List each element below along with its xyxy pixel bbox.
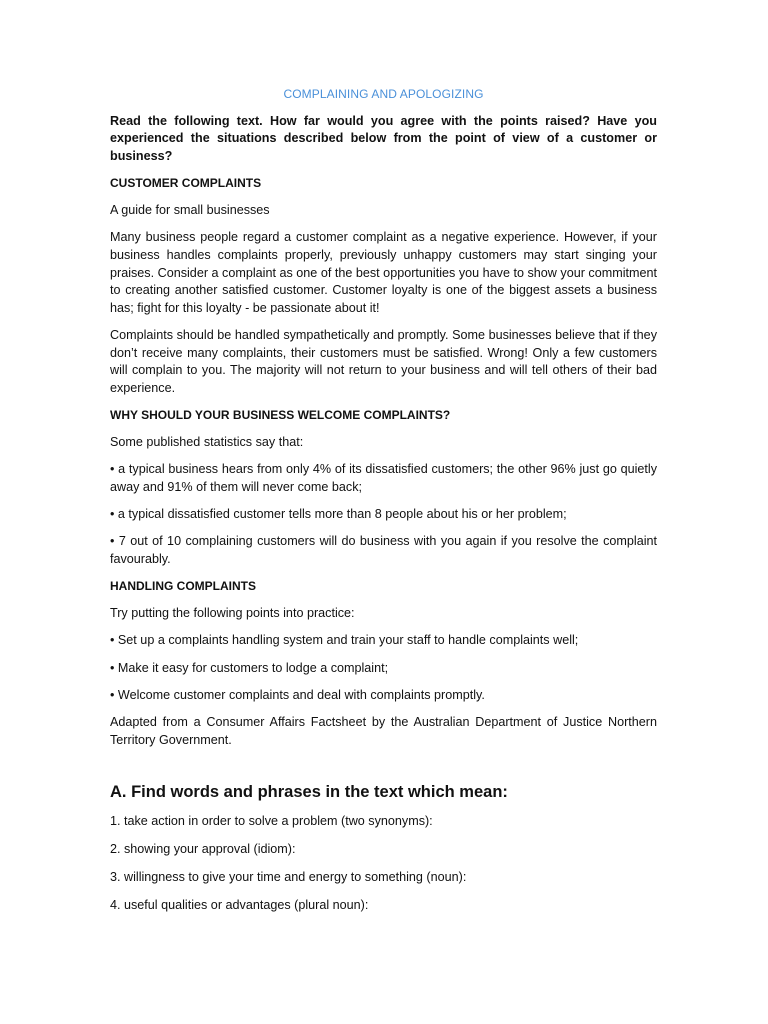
page-title: COMPLAINING AND APOLOGIZING xyxy=(283,87,484,101)
heading-customer-complaints: CUSTOMER COMPLAINTS xyxy=(110,175,262,190)
source-note: Adapted from a Consumer Affairs Factsheet by the Australian Department of Justice Northern Territory Government. xyxy=(110,714,657,747)
practice-item: • Make it easy for customers to lodge a complaint; xyxy=(110,660,389,675)
question-item: 4. useful qualities or advantages (plural noun): xyxy=(110,898,369,913)
practice-item: • Set up a complaints handling system and train your staff to handle complaints well; xyxy=(110,633,579,648)
heading-why-welcome: WHY SHOULD YOUR BUSINESS WELCOME COMPLAINTS? xyxy=(110,407,451,422)
section-a-heading: A. Find words and phrases in the text which mean: xyxy=(110,783,508,802)
stats-intro: Some published statistics say that: xyxy=(110,435,304,450)
question-item: 2. showing your approval (idiom): xyxy=(110,842,296,857)
stats-item: • a typical dissatisfied customer tells more than 8 people about his or her problem; xyxy=(110,507,567,522)
subtitle: A guide for small businesses xyxy=(110,203,270,218)
document-page xyxy=(110,86,657,925)
stats-item: • a typical business hears from only 4% of its dissatisfied customers; the other 96% just go quietly away and 91% of them will never come back; xyxy=(110,462,657,494)
practice-intro: Try putting the following points into practice: xyxy=(110,606,355,621)
paragraph-1: Many business people regard a customer complaint as a negative experience. However, if your business handles complaints properly, previously unhappy customers may start singing your praises. Consider a complaint as one of the best opportunities you have to show your commitment to creating another satisfied customer. Customer loyalty is one of the biggest assets a business has; fight for this loyalty - be passionate about it! xyxy=(110,230,657,315)
paragraph-2: Complaints should be handled sympathetically and promptly. Some businesses believe that if they don’t receive many complaints, their customers must be satisfied. Wrong! Only a few customers will complain to you. The majority will not return to your business and will tell others of their bad experience. xyxy=(110,327,657,395)
heading-handling: HANDLING COMPLAINTS xyxy=(110,579,256,593)
question-item: 3. willingness to give your time and energy to something (noun): xyxy=(110,870,467,885)
practice-item: • Welcome customer complaints and deal with complaints promptly. xyxy=(110,687,485,702)
intro-paragraph: Read the following text. How far would you agree with the points raised? Have you experienced the situations described below from the point of view of a customer or business? xyxy=(110,113,657,163)
question-item: 1. take action in order to solve a problem (two synonyms): xyxy=(110,814,433,829)
stats-item: • 7 out of 10 complaining customers will do business with you again if you resolve the complaint favourably. xyxy=(110,534,657,566)
